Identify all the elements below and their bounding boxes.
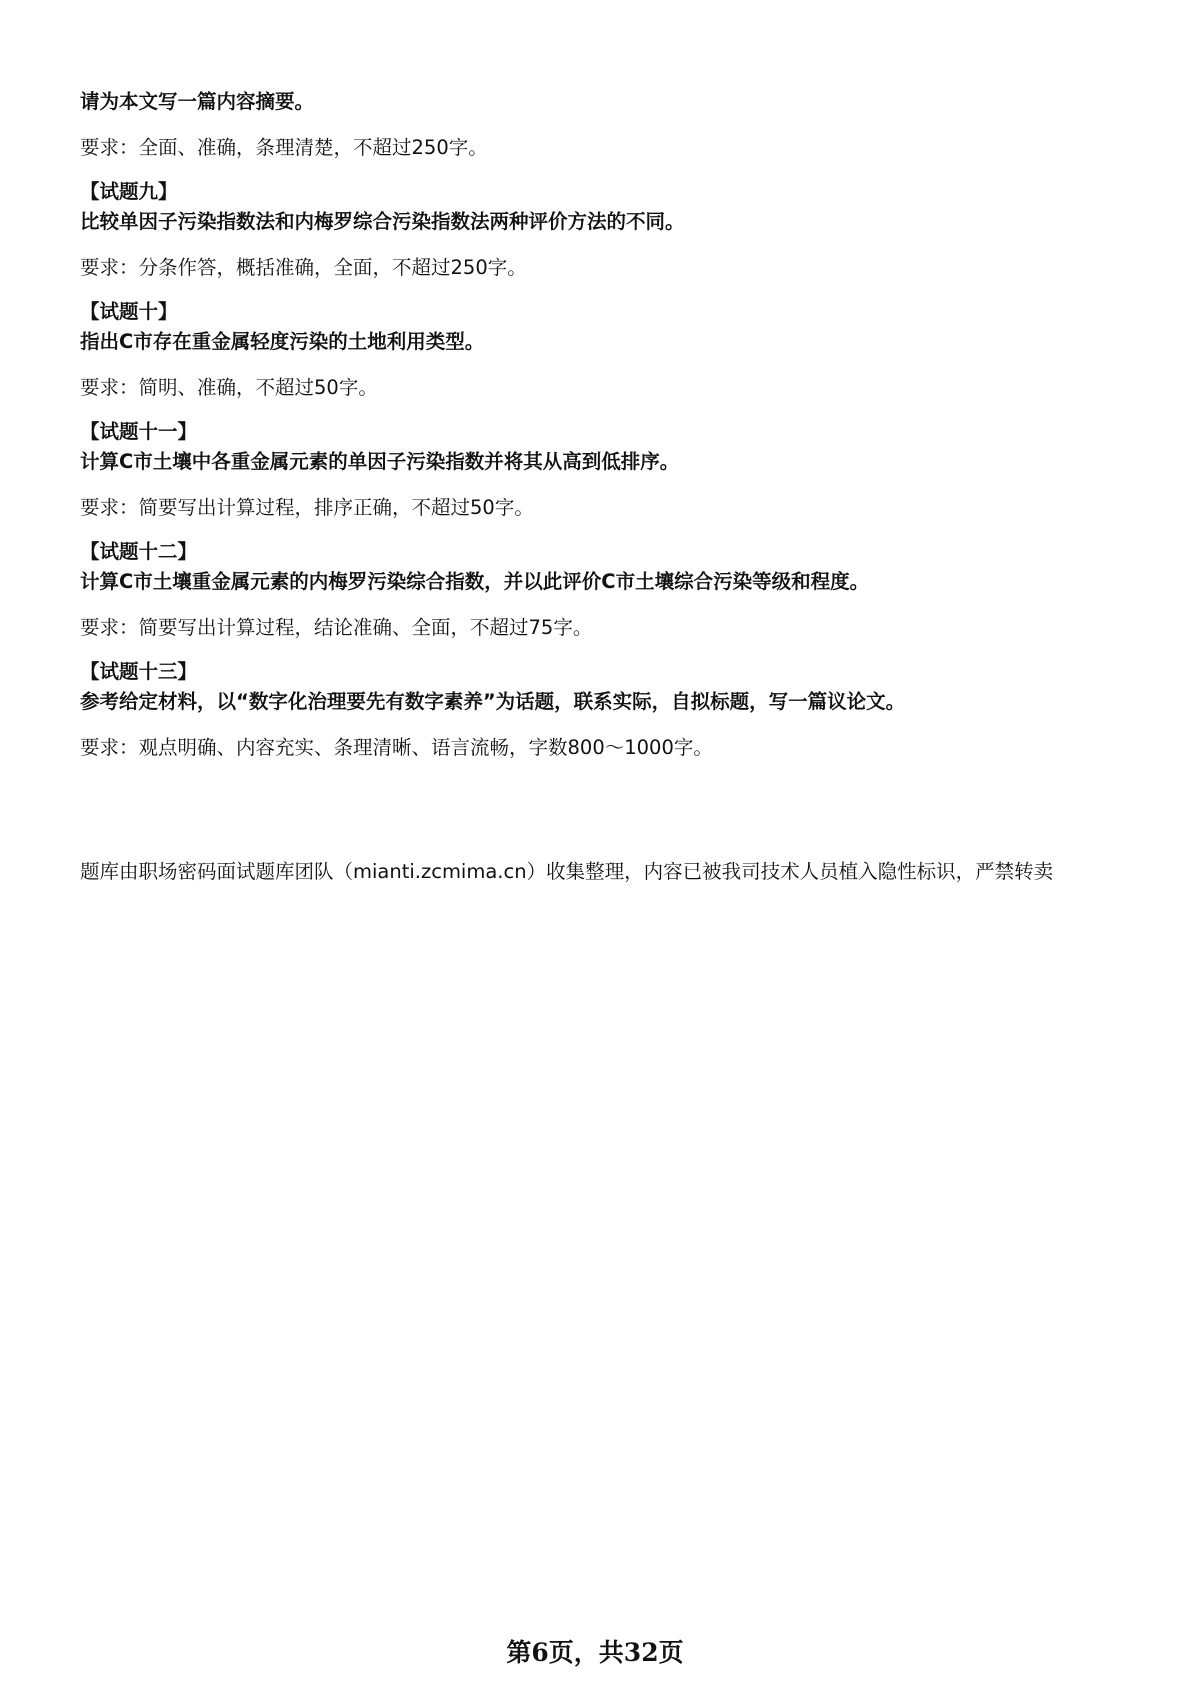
question-requirement: 要求：简明、准确，不超过50字。 [80,376,378,399]
intro-requirement: 要求：全面、准确，条理清楚，不超过250字。 [80,136,488,159]
question-text: 比较单因子污染指数法和内梅罗综合污染指数法两种评价方法的不同。 [80,210,685,233]
question-block-12 [80,538,1120,642]
question-text: 计算C市土壤中各重金属元素的单因子污染指数并将其从高到低排序。 [80,450,680,473]
question-header: 【试题十三】 [80,660,198,683]
question-text: 指出C市存在重金属轻度污染的土地利用类型。 [80,330,485,353]
question-header: 【试题十】 [80,300,178,323]
question-header: 【试题九】 [80,180,178,203]
question-block-9 [80,178,1120,282]
question-requirement: 要求：观点明确、内容充实、条理清晰、语言流畅，字数800～1000字。 [80,736,713,759]
question-block-13 [80,658,1120,762]
question-requirement: 要求：简要写出计算过程，结论准确、全面，不超过75字。 [80,616,593,639]
question-block-11 [80,418,1120,522]
question-block-10 [80,298,1120,402]
page-number: 第6页，共32页 [506,1638,684,1667]
question-header: 【试题十二】 [80,540,198,563]
intro-question: 请为本文写一篇内容摘要。 [80,90,315,113]
question-text: 计算C市土壤重金属元素的内梅罗污染综合指数，并以此评价C市土壤综合污染等级和程度。 [80,570,870,593]
question-header: 【试题十一】 [80,420,198,443]
question-requirement: 要求：简要写出计算过程，排序正确，不超过50字。 [80,496,534,519]
copyright-notice: 题库由职场密码面试题库团队（mianti.zcmima.cn）收集整理，内容已被我司技术人员植入隐性标识，严禁转卖 [80,860,1054,883]
question-requirement: 要求：分条作答，概括准确，全面，不超过250字。 [80,256,527,279]
page-content [80,88,1120,762]
question-text: 参考给定材料，以“数字化治理要先有数字素养”为话题，联系实际，自拟标题，写一篇议论文。 [80,690,906,713]
